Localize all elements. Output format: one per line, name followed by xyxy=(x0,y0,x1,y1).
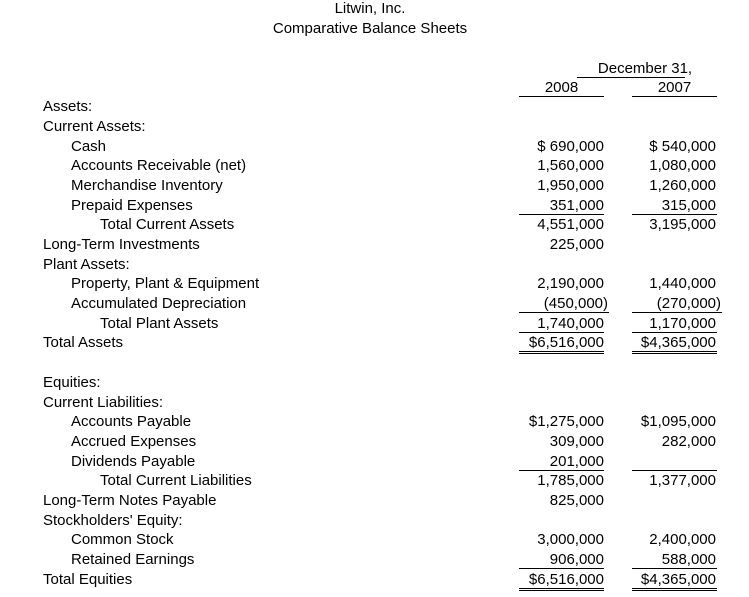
receivable-2007: 1,080,000 xyxy=(649,157,716,174)
dividends-label: Dividends Payable xyxy=(71,453,196,470)
depreciation-label: Accumulated Depreciation xyxy=(71,295,247,312)
underline xyxy=(632,312,722,313)
double-underline xyxy=(519,588,604,589)
total-equities-label: Total Equities xyxy=(43,571,133,588)
underline xyxy=(632,470,717,471)
total-equities-2007: $4,365,000 xyxy=(640,571,716,588)
prepaid-2007: 315,000 xyxy=(661,197,716,214)
plant-assets-heading: Plant Assets: xyxy=(43,256,130,273)
equities-heading: Equities: xyxy=(43,374,101,391)
underline xyxy=(632,332,717,333)
accounts-payable-2007: $1,095,000 xyxy=(640,413,716,430)
double-underline xyxy=(632,353,717,354)
total-current-assets-2008: 4,551,000 xyxy=(537,216,604,233)
total-current-liabilities-2008: 1,785,000 xyxy=(537,472,604,489)
receivable-2008: 1,560,000 xyxy=(537,157,604,174)
inventory-2007: 1,260,000 xyxy=(649,177,716,194)
total-current-liabilities-2007: 1,377,000 xyxy=(649,472,716,489)
accrued-label: Accrued Expenses xyxy=(71,433,197,450)
total-plant-assets-2008: 1,740,000 xyxy=(537,315,604,332)
cash-label: Cash xyxy=(71,138,107,155)
total-equities-2008: $6,516,000 xyxy=(528,571,604,588)
prepaid-2008: 351,000 xyxy=(549,197,604,214)
double-underline xyxy=(519,351,604,352)
underline xyxy=(632,568,717,569)
investments-2008: 225,000 xyxy=(549,236,604,253)
year-2008-heading: 2008 xyxy=(544,79,579,96)
prepaid-label: Prepaid Expenses xyxy=(71,197,193,214)
notes-payable-label: Long-Term Notes Payable xyxy=(43,492,217,509)
underline xyxy=(519,332,604,333)
underline xyxy=(632,214,717,215)
cash-2008: $ 690,000 xyxy=(537,138,604,155)
total-current-assets-2007: 3,195,000 xyxy=(649,216,716,233)
ppe-label: Property, Plant & Equipment xyxy=(71,275,260,292)
inventory-2008: 1,950,000 xyxy=(537,177,604,194)
retained-earnings-2007: 588,000 xyxy=(661,551,716,568)
common-stock-label: Common Stock xyxy=(71,531,174,548)
ppe-2007: 1,440,000 xyxy=(649,275,716,292)
ppe-2008: 2,190,000 xyxy=(537,275,604,292)
underline xyxy=(519,312,609,313)
accounts-payable-label: Accounts Payable xyxy=(71,413,192,430)
dividends-2008: 201,000 xyxy=(549,453,604,470)
date-underline xyxy=(577,77,685,78)
year-2007-underline xyxy=(632,96,717,97)
total-plant-assets-label: Total Plant Assets xyxy=(100,315,219,332)
common-stock-2008: 3,000,000 xyxy=(537,531,604,548)
assets-heading: Assets: xyxy=(43,98,93,115)
underline xyxy=(519,214,604,215)
investments-label: Long-Term Investments xyxy=(43,236,200,253)
total-current-liabilities-label: Total Current Liabilities xyxy=(100,472,252,489)
accrued-2007: 282,000 xyxy=(661,433,716,450)
cash-2007: $ 540,000 xyxy=(649,138,716,155)
accrued-2008: 309,000 xyxy=(549,433,604,450)
retained-earnings-2008: 906,000 xyxy=(549,551,604,568)
double-underline xyxy=(632,351,717,352)
year-2008-underline xyxy=(519,96,604,97)
inventory-label: Merchandise Inventory xyxy=(71,177,223,194)
depreciation-2008: (450,000) xyxy=(543,295,608,312)
common-stock-2007: 2,400,000 xyxy=(649,531,716,548)
total-assets-2007: $4,365,000 xyxy=(640,334,716,351)
receivable-label: Accounts Receivable (net) xyxy=(71,157,247,174)
year-2007-heading: 2007 xyxy=(657,79,692,96)
notes-payable-2008: 825,000 xyxy=(549,492,604,509)
total-assets-label: Total Assets xyxy=(43,334,124,351)
total-plant-assets-2007: 1,170,000 xyxy=(649,315,716,332)
company-name: Litwin, Inc. xyxy=(334,0,406,17)
total-current-assets-label: Total Current Assets xyxy=(100,216,235,233)
depreciation-2007: (270,000) xyxy=(656,295,721,312)
retained-earnings-label: Retained Earnings xyxy=(71,551,195,568)
current-liabilities-heading: Current Liabilities: xyxy=(43,394,164,411)
accounts-payable-2008: $1,275,000 xyxy=(528,413,604,430)
double-underline xyxy=(632,590,717,591)
date-heading: December 31, xyxy=(597,60,693,77)
underline xyxy=(519,568,604,569)
report-title: Comparative Balance Sheets xyxy=(272,20,468,37)
underline xyxy=(519,470,604,471)
double-underline xyxy=(632,588,717,589)
double-underline xyxy=(519,353,604,354)
current-assets-heading: Current Assets: xyxy=(43,118,146,135)
total-assets-2008: $6,516,000 xyxy=(528,334,604,351)
double-underline xyxy=(519,590,604,591)
se-heading: Stockholders' Equity: xyxy=(43,512,183,529)
